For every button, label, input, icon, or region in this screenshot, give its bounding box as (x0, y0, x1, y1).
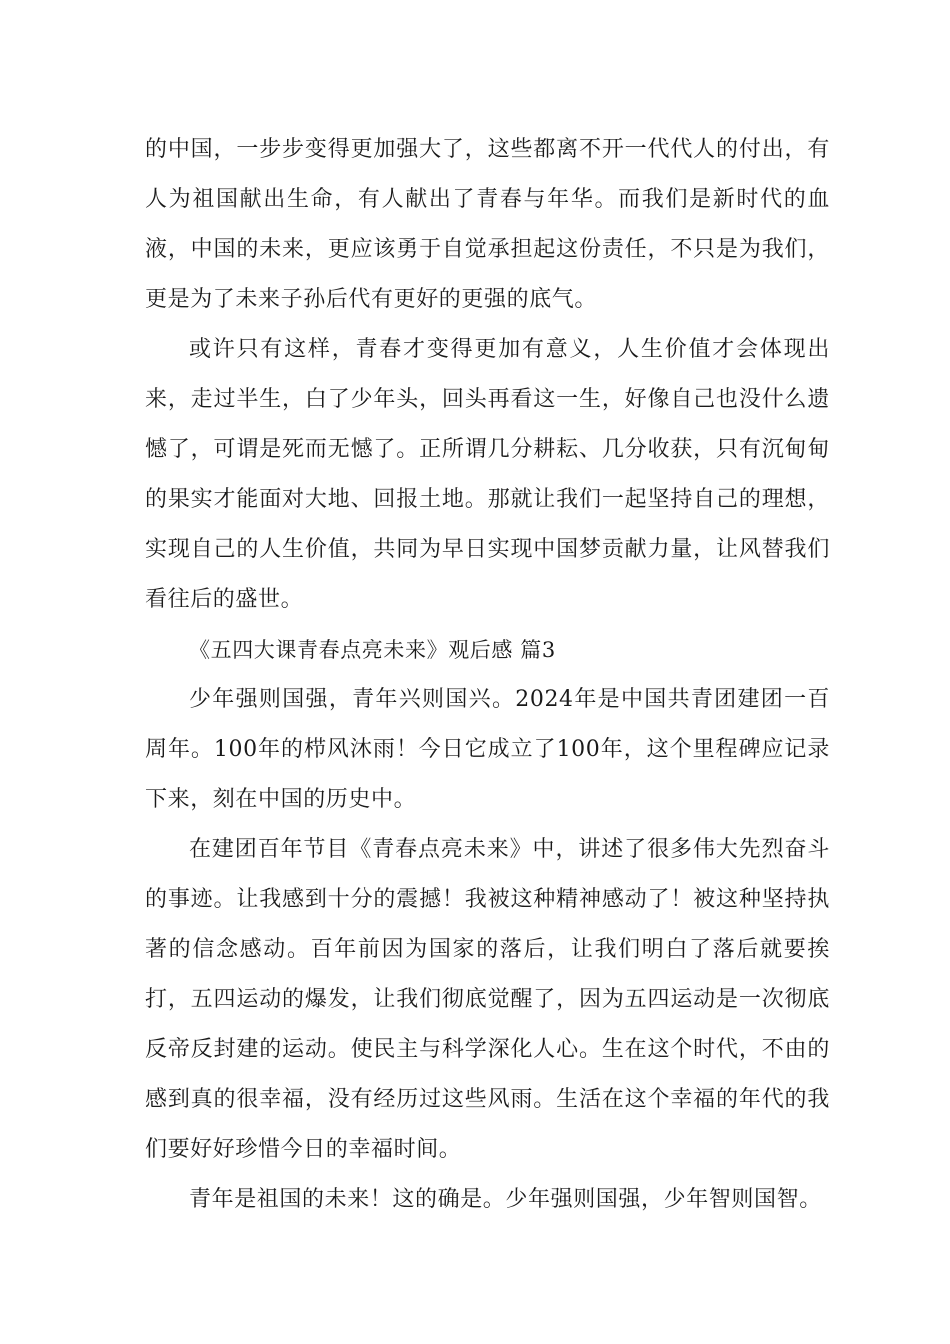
document-body (145, 125, 830, 1225)
paragraph-1: 的中国，一步步变得更加强大了，这些都离不开一代代人的付出，有人为祖国献出生命，有人献出了青春与年华。而我们是新时代的血液，中国的未来，更应该勇于自觉承担起这份责任，不只是为我们，更是为了未来子孙后代有更好的更强的底气。 (145, 137, 830, 312)
paragraph-2: 或许只有这样，青春才变得更加有意义，人生价值才会体现出来，走过半生，白了少年头，回头再看这一生，好像自己也没什么遗憾了，可谓是死而无憾了。正所谓几分耕耘、几分收获，只有沉甸甸的果实才能面对大地、回报土地。那就让我们一起坚持自己的理想，实现自己的人生价值，共同为早日实现中国梦贡献力量，让风替我们看往后的盛世。 (145, 337, 830, 612)
paragraph-4: 在建团百年节目《青春点亮未来》中，讲述了很多伟大先烈奋斗的事迹。让我感到十分的震撼！我被这种精神感动了！被这种坚持执著的信念感动。百年前因为国家的落后，让我们明白了落后就要挨打，五四运动的爆发，让我们彻底觉醒了，因为五四运动是一次彻底反帝反封建的运动。使民主与科学深化人心。生在这个时代，不由的感到真的很幸福，没有经历过这些风雨。生活在这个幸福的年代的我们要好好珍惜今日的幸福时间。 (145, 837, 830, 1162)
paragraph-5: 青年是祖国的未来！这的确是。少年强则国强，少年智则国智。 (189, 1187, 822, 1212)
section-heading: 《五四大课青春点亮未来》观后感 篇3 (189, 638, 556, 662)
paragraph-3: 少年强则国强，青年兴则国兴。2024年是中国共青团建团一百周年。100年的栉风沐雨！今日它成立了100年，这个里程碑应记录下来，刻在中国的历史中。 (145, 687, 830, 812)
